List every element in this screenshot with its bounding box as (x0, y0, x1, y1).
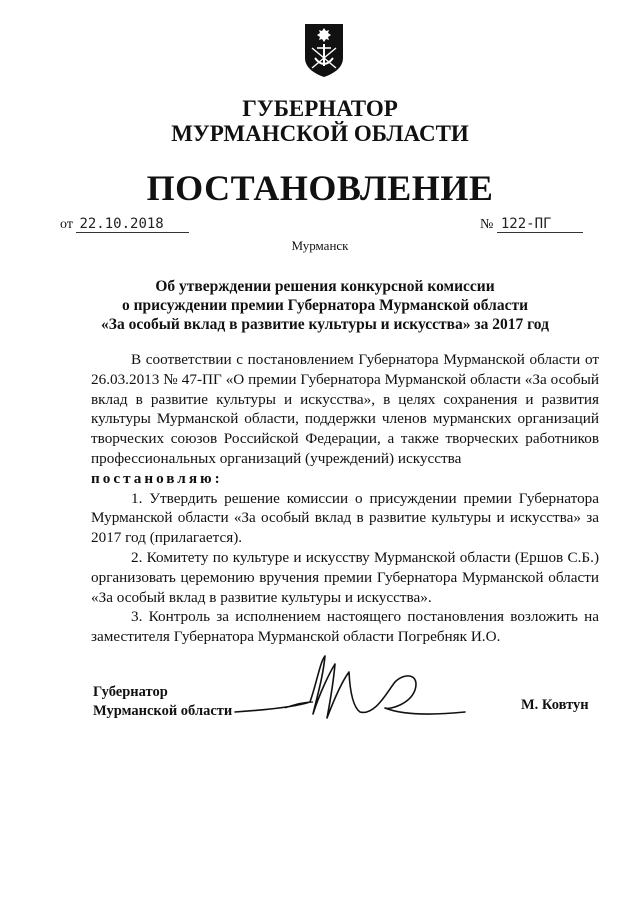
resolve-word: постановляю: (91, 469, 223, 487)
authority-line2: МУРМАНСКОЙ ОБЛАСТИ (171, 121, 469, 146)
authority-title (0, 96, 640, 146)
item-2: 2. Комитету по культуре и искусству Мурманской области (Ершов С.Б.) организовать церемонию вручения премии Губернатора Мурманской области «За особый вклад в развитие культуры и искусства». (91, 548, 599, 606)
item-1: 1. Утвердить решение комиссии о присуждении премии Губернатора Мурманской области «За особый вклад в развитие культуры и искусства» за 2017 год (прилагается). (91, 489, 599, 547)
date-value: 22.10.2018 (76, 216, 189, 233)
document-body (91, 350, 599, 647)
number-field (480, 216, 583, 233)
date-prefix: от (60, 217, 73, 232)
number-prefix: № (480, 217, 494, 232)
item-3: 3. Контроль за исполнением настоящего постановления возложить на заместителя Губернатора Мурманской области Погребняк И.О. (91, 608, 599, 646)
city: Мурманск (291, 238, 349, 253)
signatory-title (93, 683, 232, 721)
signatory-title-line1: Губернатор (93, 684, 168, 700)
document-type: ПОСТАНОВЛЕНИЕ (146, 168, 494, 208)
signatory-title-line2: Мурманской области (93, 703, 233, 719)
handwritten-signature (225, 652, 475, 730)
preamble-paragraph: В соответствии с постановлением Губернатора Мурманской области от 26.03.2013 № 47-ПГ «О премии Губернатора Мурманской области «За особый вклад в развитие культуры и искусства», в целях сохранения и развития культуры Мурманской области, поддержки членов мурманских организаций творческих союзов Российской Федерации, а также творческих работников профессиональных организаций (учреждений) искусства (91, 351, 599, 467)
coat-of-arms-icon (303, 22, 345, 78)
date-field (60, 216, 189, 233)
number-value: 122-ПГ (497, 216, 583, 233)
subject-line3: «За особый вклад в развитие культуры и искусства» за 2017 год (101, 316, 549, 333)
signatory-name: М. Ковтун (521, 697, 589, 713)
authority-line1: ГУБЕРНАТОР (242, 96, 398, 121)
subject-line2: о присуждении премии Губернатора Мурманской области (121, 297, 529, 314)
subject-line1: Об утверждении решения конкурсной комиссии (155, 278, 495, 295)
subject-heading (60, 277, 590, 334)
